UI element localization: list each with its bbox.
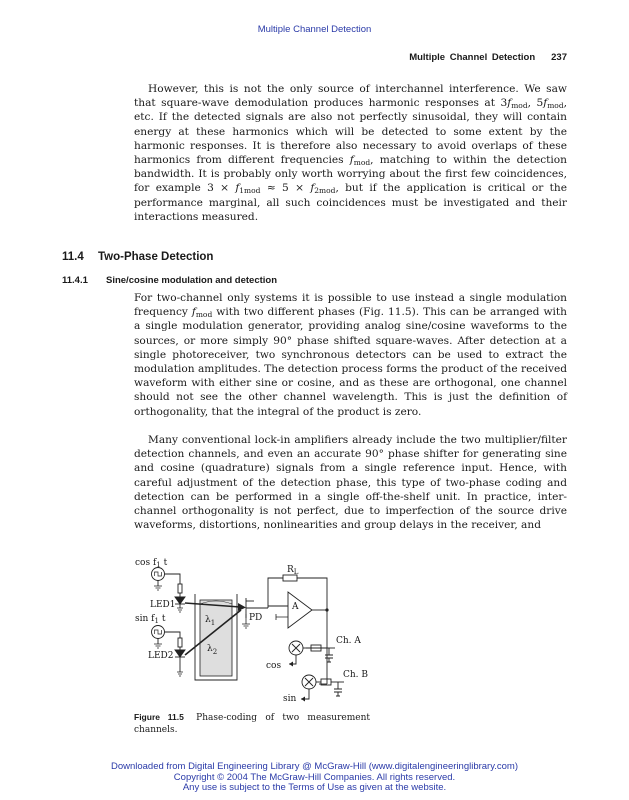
cos-reference-label: cos [266,661,282,671]
lambda1-label: $\lambda_1$ [205,615,216,627]
body-paragraph-2: For two-channel only systems it is possible to use instead a single modulation frequency $f_{mod}$ with two different phases (Fig. 11.5). This can be arranged with a single modulation generator, providing analog sine/cosine waveforms to the sources, or more simply 90° phase shifted square-waves. After detection at a single photoreceiver, two synchronous detectors can be used to extract the modulation amplitudes. The detection process forms the product of the received waveform with either sine or cosine, and as these are orthogonal, one channel should not see the other channel wavelength. This is just the definition of orthogonality, that the integral of the product is zero. [134,292,567,418]
running-title: Multiple Channel Detection [409,52,536,63]
phase-coding-diagram [128,548,390,710]
section-heading: 11.4 Two-Phase Detection [62,251,214,263]
site-title[interactable]: Multiple Channel Detection [257,24,372,35]
led1-label: LED1 [150,600,176,610]
subsection-heading: 11.4.1 Sine/cosine modulation and detection [62,275,278,286]
sin-source-label: $\sin f_1$ t [135,614,166,625]
lambda2-label: $\lambda_2$ [207,644,218,656]
circuit-svg [128,548,390,710]
footer-download-link[interactable]: Downloaded from Digital Engineering Library @ McGraw-Hill (www.digitalengineeringlibrary.com) [110,761,519,772]
body-paragraph-3: Many conventional lock-in amplifiers already include the two multiplier/filter detection channels, and even an accurate 90° phase shifter for generating sine and cosine (quadrature) signals from a single reference input. Hence, with careful adjustment of the detection phase, this type of two-phase coding and detection can be performed in a single off-the-shelf unit. In practice, inter-channel orthogonality is not perfect, due to imperfection of the source drive waveforms, distortions, nonlinearities and group delays in the receiver, and [134,434,567,532]
led2-label: LED2 [148,651,174,661]
sin-reference-label: sin [283,694,297,704]
running-header [409,52,567,63]
rl-label: $R_L$ [287,565,299,576]
intro-paragraph: However, this is not the only source of interchannel interference. We saw that square-wave demodulation produces harmonic responses at $3f_{mod}$, $5f_{mod}$, etc. If the detected signals are also not perfectly sinusoidal, they will contain energy at these harmonics which will be detected to some extent by the harmonic responses. It is therefore also necessary to avoid overlaps of these harmonics from different frequencies $f_{mod}$, matching to within the detection bandwidth. It is probably only worth worrying about the first few coincidences, for example $3 \times f_{1mod} \approx 5 \times f_{2mod}$, but if the application is critical or the performance marginal, all such coincidences must be investigated and their interactions measured. [134,83,568,223]
cos-source-label: $\cos f_1$ t [135,558,168,569]
amplifier-label: A [292,602,299,612]
footer-terms: Any use is subject to the Terms of Use as given at the website. [182,782,447,793]
figure-caption: Figure 11.5 Phase-coding of two measurement channels. [134,712,370,735]
page-number: 237 [551,52,567,63]
footer-copyright: Copyright © 2004 The McGraw-Hill Companies. All rights reserved. [173,771,456,783]
photodiode-label: PD [249,613,263,623]
channel-a-label: Ch. A [336,636,361,646]
channel-b-label: Ch. B [343,670,369,680]
footer [0,762,629,794]
sample-cell [200,600,232,676]
